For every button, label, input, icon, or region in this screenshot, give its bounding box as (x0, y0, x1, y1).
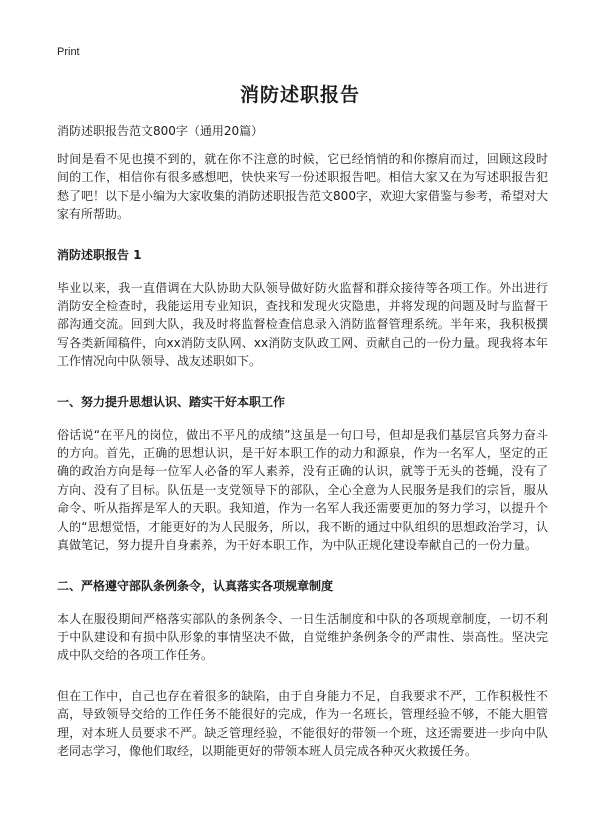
section-1-paragraph: 俗话说“在平凡的岗位，做出不平凡的成绩”这虽是一句口号，但却是我们基层官兵努力奋斗的方向。首先，正确的思想认识，是干好本职工作的动力和源泉，作为一名军人，坚定的正确的政治方向是每一位军人必备的军人素养，没有正确的认识，就等于无头的苍蝇，没有了方向、没有了目标。队伍是一支党领导下的部队，全心全意为人民服务是我们的宗旨，服从命令、听从指挥是军人的天职。我知道，作为一名军人我还需要更加的努力学习，以提升个人的“思想觉悟，才能更好的为人民服务，所以，我不断的通过中队组织的思想政治学习，认真做笔记，努力提升自身素养，为干好本职工作，为中队正规化建设奉献自己的一份力量。 (57, 427, 548, 553)
section-2-heading: 二、严格遵守部队条例条令，认真落实各项规章制度 (57, 578, 334, 593)
document-body (57, 150, 548, 782)
print-link[interactable]: Print (57, 46, 80, 58)
intro-paragraph: 时间是看不见也摸不到的，就在你不注意的时候，它已经悄悄的和你擦肩而过，回顾这段时间的工作，相信你有很多感想吧，快快来写一份述职报告吧。相信大家又在为写述职报告犯愁了吧！以下是小编为大家收集的消防述职报告范文800字，欢迎大家借鉴与参考，希望对大家有所帮助。 (57, 152, 548, 222)
page-title: 消防述职报告 (239, 84, 360, 106)
report-intro-paragraph: 毕业以来，我一直借调在大队协助大队领导做好防火监督和群众接待等各项工作。外出进行消防安全检查时，我能运用专业知识，查找和发现火灾隐患，并将发现的问题及时与监督干部沟通交流。回到大队，我及时将监督检查信息录入消防监督管理系统。半年来，我积极撰写各类新闻稿件，向xx消防支队网、xx消防支队政工网、贡献自己的一份力量。现我将本年工作情况向中队领导、战友述职如下。 (57, 280, 548, 369)
section-2-paragraph-2: 但在工作中，自己也存在着很多的缺陷，由于自身能力不足，自我要求不严，工作积极性不高，导致领导交给的工作任务不能很好的完成，作为一名班长，管理经验不够，不能大胆管理，对本班人员要求不严。缺乏管理经验，不能很好的带领一个班，这还需要进一步向中队老同志学习，像他们取经，以期能更好的带领本班人员完成各种灭火救援任务。 (57, 688, 548, 758)
section-1-heading: 一、努力提升思想认识、踏实干好本职工作 (57, 394, 286, 409)
page-subtitle: 消防述职报告范文800字（通用20篇） (57, 124, 264, 138)
report-heading: 消防述职报告 1 (57, 247, 142, 262)
section-2-paragraph-1: 本人在服役期间严格落实部队的条例条令、一日生活制度和中队的各项规章制度，一切不利于中队建设和有损中队形象的事情坚决不做，自觉维护条例条令的严肃性、崇高性。坚决完成中队交给的各项工作任务。 (57, 611, 548, 663)
